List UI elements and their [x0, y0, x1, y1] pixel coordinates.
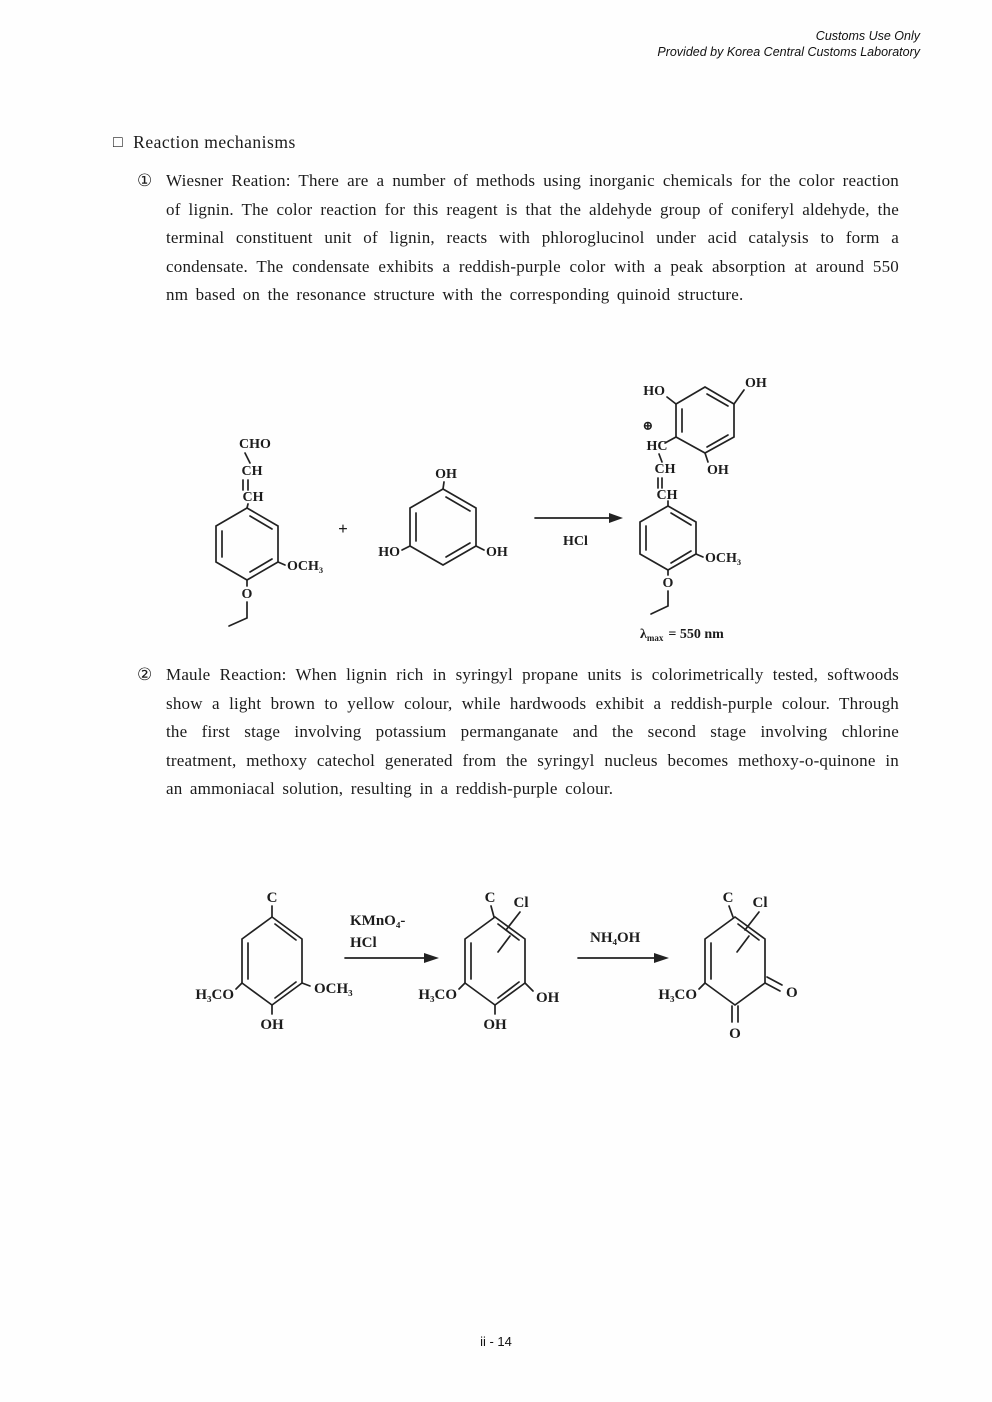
label-o: O	[662, 576, 674, 591]
maule-scheme-svg	[190, 878, 830, 1053]
benzene-ring	[216, 508, 278, 580]
arrow-label-kmno4: KMnO₄-	[350, 913, 406, 929]
benzene-ring	[242, 917, 302, 1005]
lambda-max-caption	[640, 627, 724, 643]
label-ch: CH	[241, 464, 263, 479]
document-header	[657, 28, 920, 60]
benzene-ring	[705, 917, 765, 1005]
benzene-ring	[676, 387, 734, 453]
benzene-ring	[640, 506, 696, 570]
benzene-ring	[465, 917, 525, 1005]
wiesner-reaction-figure	[195, 372, 795, 662]
label-ch: CH	[654, 462, 676, 477]
section-title: Reaction mechanisms	[133, 132, 296, 152]
list-number-1: ①	[137, 171, 153, 190]
label-ho: HO	[378, 545, 400, 560]
label-cl: Cl	[513, 895, 529, 911]
lambda-symbol: λ	[640, 627, 647, 642]
label-h3co: H₃CO	[658, 987, 697, 1003]
label-c: C	[266, 890, 278, 906]
paragraph-maule-text: Maule Reaction: When lignin rich in syringyl propane units is colorimetrically tested, softwoods show a light brown to yellow colour, while hardwoods exhibit a reddish-purple colour. Through the first stage involving potassium permanganate and the second stage involving chlorine treatment, methoxy catechol generated from the syringyl nucleus becomes methoxy-o-quinone in an ammoniacal solution, resulting in a reddish-purple colour.	[166, 665, 899, 798]
label-o: O	[241, 587, 253, 602]
lambda-subscript: max	[646, 633, 664, 643]
label-oh: OH	[486, 545, 508, 560]
label-o: O	[729, 1026, 741, 1042]
label-och3: OCH₃	[287, 559, 324, 574]
paragraph-wiesner	[137, 167, 899, 310]
label-oh: OH	[483, 1017, 507, 1033]
header-line-2: Provided by Korea Central Customs Laboratory	[657, 45, 920, 59]
label-oh: OH	[435, 467, 457, 482]
methoxy-catechol-structure	[418, 890, 559, 1033]
maule-reaction-figure	[190, 878, 830, 1058]
label-hc: HC	[646, 439, 668, 454]
arrow-label-hcl: HCl	[563, 534, 588, 549]
benzene-ring	[410, 489, 476, 565]
label-oh: OH	[260, 1017, 284, 1033]
label-h3co: H₃CO	[195, 987, 234, 1003]
arrow-label-nh4oh: NH₄OH	[590, 930, 641, 946]
reaction-arrow-hcl	[535, 513, 623, 549]
label-ch: CH	[656, 488, 678, 503]
label-h3co: H₃CO	[418, 987, 457, 1003]
label-o: O	[786, 985, 798, 1001]
plus-sign: +	[338, 519, 348, 538]
phloroglucinol-structure	[378, 467, 508, 565]
label-och3: OCH₃	[314, 981, 353, 997]
methoxy-o-quinone-structure	[658, 890, 797, 1042]
wiesner-scheme-svg	[195, 372, 795, 657]
label-ch: CH	[242, 490, 264, 505]
label-c: C	[722, 890, 734, 906]
reaction-arrow-kmno4-hcl	[345, 913, 439, 963]
list-number-2: ②	[137, 665, 153, 684]
paragraph-wiesner-text: Wiesner Reation: There are a number of methods using inorganic chemicals for the color reaction of lignin. The color reaction for this reagent is that the aldehyde group of coniferyl aldehyde, the terminal constituent unit of lignin, reacts with phloroglucinol under acid catalysis to form a condensate. The condensate exhibits a reddish-purple color with a peak absorption at around 550 nm based on the resonance structure with the corresponding quinoid structure.	[166, 171, 899, 304]
lambda-value: = 550 nm	[668, 627, 724, 642]
header-line-1: Customs Use Only	[815, 29, 920, 43]
paragraph-maule	[137, 661, 899, 804]
syringyl-structure	[195, 890, 353, 1033]
positive-charge-icon: ⊕	[642, 418, 654, 433]
arrow-label-hcl: HCl	[350, 935, 377, 951]
coniferyl-aldehyde-structure	[216, 437, 323, 626]
checkbox-icon: □	[113, 134, 124, 151]
label-oh: OH	[707, 463, 729, 478]
section-heading	[113, 132, 296, 153]
label-cl: Cl	[752, 895, 768, 911]
label-oh: OH	[536, 990, 560, 1006]
label-oh: OH	[745, 376, 767, 391]
page-number: ii - 14	[480, 1334, 512, 1349]
reaction-arrow-nh4oh	[578, 930, 669, 963]
label-ho: HO	[643, 384, 665, 399]
condensate-product-structure	[640, 376, 767, 643]
label-cho: CHO	[239, 437, 271, 452]
label-c: C	[484, 890, 496, 906]
label-och3: OCH₃	[705, 551, 742, 566]
